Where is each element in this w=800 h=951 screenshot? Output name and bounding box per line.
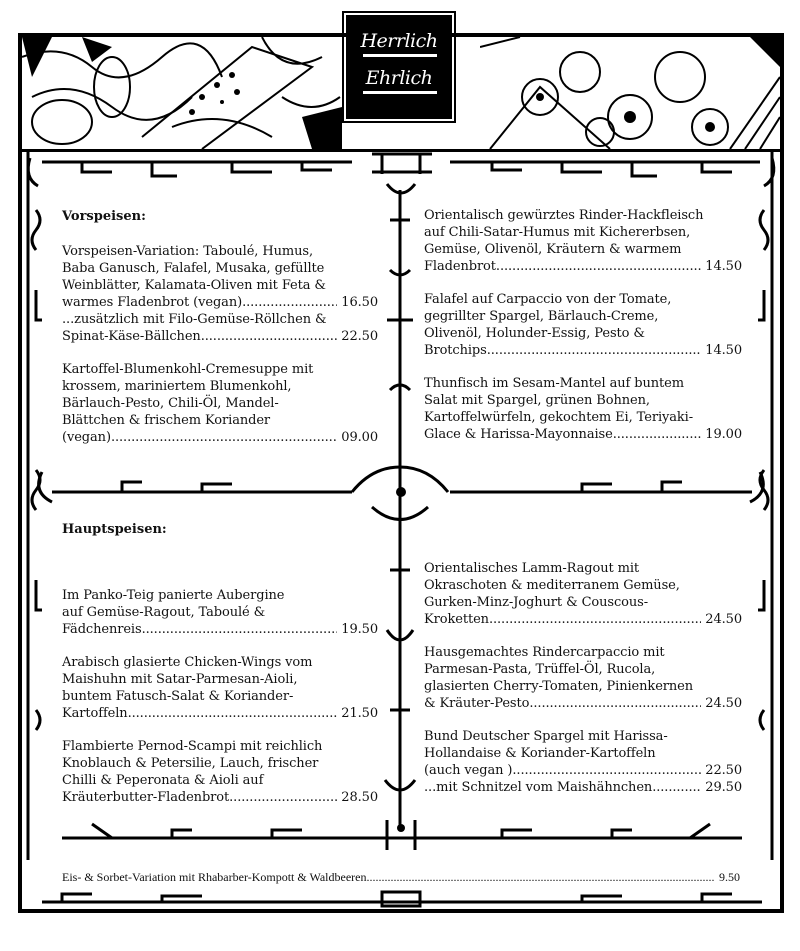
fork-icon — [363, 54, 437, 57]
price: 24.50 — [705, 696, 742, 711]
bottom-ornament-icon — [22, 888, 780, 912]
menu-item: Im Panko-Teig panierte Aubergine auf Gemüse-Ragout, Taboulé & Fädchenreis ..... 19.50 — [62, 587, 378, 638]
mains-title: Hauptspeisen: — [62, 522, 167, 537]
menu-item: Orientalisches Lamm-Ragout mit Okraschoten & mediterranem Gemüse, Gurken-Minz-Joghurt & Couscous- Kroketten ..... 24.50 — [424, 560, 742, 628]
lower-ornament-icon — [22, 818, 780, 858]
menu-item: Thunfisch im Sesam-Mantel auf buntem Salat mit Spargel, grünen Bohnen, Kartoffelwürfeln, gekochtem Ei, Teriyaki- Glace & Harissa-Mayonnaise ..... 19.00 — [424, 375, 742, 443]
price: 14.50 — [705, 259, 742, 274]
mains-left-column — [62, 587, 378, 822]
price: 19.50 — [341, 622, 378, 637]
price: 24.50 — [705, 612, 742, 627]
starters-right-column — [424, 207, 742, 459]
starters-left-column — [62, 243, 378, 462]
price: 16.50 — [341, 295, 378, 310]
price: 22.50 — [341, 329, 378, 344]
menu-item: Flambierte Pernod-Scampi mit reichlich Knoblauch & Petersilie, Lauch, frischer Chilli & Peperonata & Aioli auf Kräuterbutter-Fladenbrot ..... 28.50 — [62, 738, 378, 806]
menu-item: Vorspeisen-Variation: Taboulé, Humus, Baba Ganusch, Falafel, Musaka, gefüllte Weinblätter, Kalamata-Oliven mit Feta & warmes Fladenbrot (vegan) ..... 16.50 ...zusätzlich mit Filo-Gemüse-Röllchen & Spinat-Käse-Bällchen ..... 22.50 — [62, 243, 378, 345]
center-divider-ornament-icon — [375, 190, 425, 830]
menu-item: Arabisch glasierte Chicken-Wings vom Maishuhn mit Satar-Parmesan-Aioli, buntem Fatusch-Salat & Koriander- Kartoffeln ..... 21.50 — [62, 654, 378, 722]
menu-item: Orientalisch gewürztes Rinder-Hackfleisch auf Chili-Satar-Humus mit Kichererbsen, Gemüse, Olivenöl, Kräutern & warmem Fladenbrot ..... 14.50 — [424, 207, 742, 275]
price: 29.50 — [705, 780, 742, 795]
price: 28.50 — [341, 790, 378, 805]
price: 22.50 — [705, 763, 742, 778]
price: 14.50 — [705, 343, 742, 358]
logo-line-1: Herrlich — [360, 30, 438, 52]
menu-item: Falafel auf Carpaccio von der Tomate, gegrillter Spargel, Bärlauch-Creme, Olivenöl, Holunder-Essig, Pesto & Brotchips ..... 14.50 — [424, 291, 742, 359]
restaurant-logo — [346, 15, 452, 119]
knife-icon — [363, 91, 437, 94]
menu-item: Hausgemachtes Rindercarpaccio mit Parmesan-Pasta, Trüffel-Öl, Rucola, glasierten Cherry-Tomaten, Pinienkernen & Kräuter-Pesto ..... 24.50 — [424, 644, 742, 712]
dessert-item — [62, 870, 740, 885]
mains-right-column — [424, 560, 742, 812]
menu-item: Kartoffel-Blumenkohl-Cremesuppe mit krossem, mariniertem Blumenkohl, Bärlauch-Pesto, Chili-Öl, Mandel- Blättchen & frischem Koriander (vegan) ..... 09.00 — [62, 361, 378, 446]
logo-line-2: Ehrlich — [365, 67, 433, 89]
price: 09.00 — [341, 430, 378, 445]
price: 9.50 — [719, 870, 740, 884]
price: 21.50 — [341, 706, 378, 721]
price: 19.00 — [705, 427, 742, 442]
menu-item: Bund Deutscher Spargel mit Harissa- Hollandaise & Koriander-Kartoffeln (auch vegan ) ..... 22.50 ...mit Schnitzel vom Maishähnchen ..... 29.50 — [424, 728, 742, 796]
dessert-text: Eis- & Sorbet-Variation mit Rhabarber-Kompott & Waldbeeren — [62, 870, 367, 884]
starters-title: Vorspeisen: — [62, 209, 146, 224]
vegetable-illustration-icon — [22, 37, 342, 149]
salad-illustration-icon — [480, 37, 780, 149]
